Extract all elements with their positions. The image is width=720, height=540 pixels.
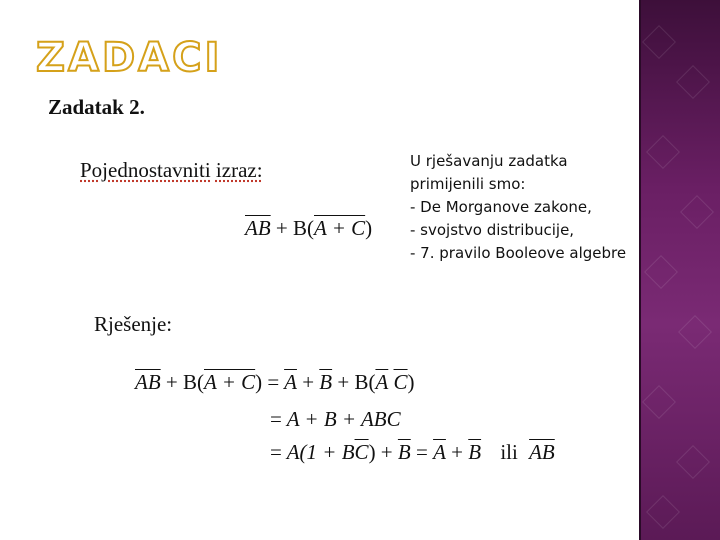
pattern-diamond [642, 385, 676, 419]
expr-term: $\overline{AB}$ [245, 216, 271, 240]
expr-term: = [410, 440, 434, 464]
expr-term: $\overline{C}$ [393, 370, 408, 394]
solution-line-1 [135, 370, 415, 395]
prompt-word: izraz: [215, 158, 263, 182]
expr-term: $\overline{B}$ [397, 440, 411, 464]
expr-term: ) [255, 370, 263, 394]
given-expression [245, 216, 372, 241]
pattern-diamond [646, 135, 680, 169]
expr-term: ) [407, 370, 415, 394]
expr-term: $\overline{C}$ [354, 440, 369, 464]
expr-term: + B( [332, 370, 376, 394]
solution-line-2 [270, 407, 401, 432]
expr-term: A + B + ABC [286, 407, 401, 431]
task-heading [48, 95, 145, 120]
pattern-diamond [676, 65, 710, 99]
solution-label: Rješenje: [94, 312, 173, 336]
explanation-note [410, 150, 635, 265]
expr-term: $\overline{A}$ [375, 370, 389, 394]
task-label: Zadatak [48, 95, 124, 119]
expr-term: + B( [160, 370, 204, 394]
note-line: U rješavanju zadatka [410, 152, 568, 170]
expr-term: + [445, 440, 469, 464]
solution-line-3 [270, 440, 555, 465]
expr-term: $\overline{B}$ [319, 370, 333, 394]
expr-term: ) [365, 216, 373, 240]
slide-title: ZADACI [36, 35, 223, 81]
note-item: - 7. pravilo Booleove algebre [410, 244, 627, 262]
expr-term: + B( [270, 216, 314, 240]
pattern-diamond [642, 25, 676, 59]
expr-term: $\overline{AB}$ [135, 370, 161, 394]
expr-term: $\overline{A}$ [284, 370, 297, 394]
task-number: 2. [129, 95, 145, 119]
or-word: ili [500, 440, 518, 464]
decorative-band [641, 0, 720, 540]
expr-term: + [296, 370, 320, 394]
expr-term: A(1 + B [286, 440, 355, 464]
pattern-diamond [676, 445, 710, 479]
equals-sign: = [270, 440, 282, 464]
pattern-diamond [644, 255, 678, 289]
expr-term: $\overline{B}$ [468, 440, 482, 464]
pattern-diamond [680, 195, 714, 229]
task-prompt [80, 158, 263, 183]
note-item: - De Morganove zakone, [410, 198, 592, 216]
expr-term: ) + [368, 440, 398, 464]
pattern-diamond [646, 495, 680, 529]
equals-sign: = [267, 370, 280, 394]
prompt-word: Pojednostavniti [80, 158, 211, 182]
expr-term: $\overline{A}$ [433, 440, 446, 464]
pattern-diamond [678, 315, 712, 349]
note-item: - svojstvo distribucije, [410, 221, 575, 239]
equals-sign: = [270, 407, 282, 431]
expr-term: A + C [204, 370, 256, 394]
note-line: primijenili smo: [410, 175, 526, 193]
expr-term: A + C [314, 216, 366, 240]
expr-term: $\overline{AB}$ [529, 440, 555, 464]
